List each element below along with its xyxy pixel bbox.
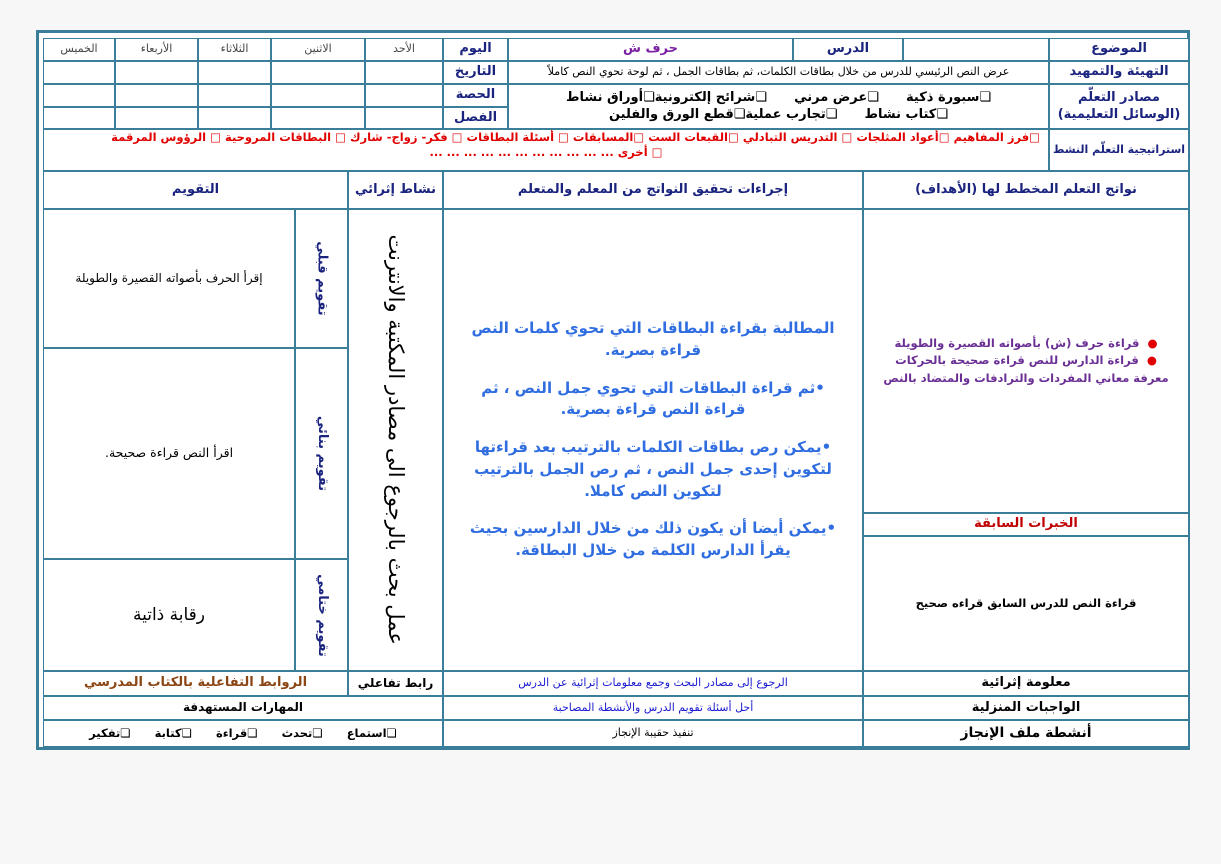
day-monday: الاثنين xyxy=(271,38,365,61)
eval-type-pre: تقويم قبلي xyxy=(295,209,348,348)
date-cell[interactable] xyxy=(271,61,365,84)
resources-options[interactable] xyxy=(508,84,1049,129)
interactive-link[interactable]: الروابط التفاعلية بالكتاب المدرسي xyxy=(43,671,348,696)
period-cell[interactable] xyxy=(365,84,443,107)
resources-line-2[interactable]: ❏كتاب نشاط ❏تجارب عملية❏قطع الورق والفلين xyxy=(608,106,949,122)
interactive-link-label: رابط تفاعلي xyxy=(348,671,443,696)
subject-value[interactable] xyxy=(903,38,1049,61)
procedure-step: المطالبة بقراءة البطاقات التي تحوي كلمات النص قراءة بصرية. xyxy=(471,319,835,359)
day-wednesday: الأربعاء xyxy=(115,38,198,61)
period-cell[interactable] xyxy=(198,84,271,107)
intro-label: التهيئة والتمهيد xyxy=(1049,61,1189,84)
eval-summative-text: رقابة ذاتية xyxy=(43,559,295,671)
enrichment-text: عمل بحث بالرجوع الى مصادر المكتبة والانترنت xyxy=(384,234,409,646)
class-cell[interactable] xyxy=(271,107,365,129)
outcome-item: ● قراءة الدارس للنص قراءة صحيحة بالحركات xyxy=(895,353,1157,368)
procedure-step: •يمكن رص بطاقات الكلمات بالترتيب بعد قراءتها لتكوين إحدى جمل النص ، ثم رص الجمل بالترتيب لتكوين النص كاملا. xyxy=(474,438,832,500)
date-cell[interactable] xyxy=(43,61,115,84)
prior-knowledge-label: الخبرات السابقة xyxy=(863,513,1189,536)
outcome-item: معرفة معاني المفردات والترادفات والمتضاد بالنص xyxy=(883,370,1169,385)
subject-label: الموضوع xyxy=(1049,38,1189,61)
date-label: التاريخ xyxy=(443,61,508,84)
period-cell[interactable] xyxy=(271,84,365,107)
strategy-line-2[interactable]: □ أخرى ... ... ... ... ... ... ... ... ... ... ... xyxy=(429,144,663,159)
resources-line-1[interactable]: ❏سبورة ذكية ❏عرض مرني ❏شرائح إلكترونية❏أوراق نشاط xyxy=(565,89,992,105)
skills-label: المهارات المستهدفة xyxy=(43,696,443,720)
class-cell[interactable] xyxy=(43,107,115,129)
period-cell[interactable] xyxy=(115,84,198,107)
portfolio-label: أنشطة ملف الإنجاز xyxy=(863,720,1189,747)
enrichment-info-label: معلومة إثرائية xyxy=(863,671,1189,696)
prior-knowledge-text: قراءة النص للدرس السابق قراءه صحيح xyxy=(863,536,1189,671)
day-tuesday: الثلاثاء xyxy=(198,38,271,61)
procedures-header: إجراءات تحقيق النواتج من المعلم والمتعلم xyxy=(443,171,863,209)
eval-type-summative: تقويم ختامي xyxy=(295,559,348,671)
day-sunday: الأحد xyxy=(365,38,443,61)
date-cell[interactable] xyxy=(198,61,271,84)
enrichment-header: نشاط إثرائي xyxy=(348,171,443,209)
period-cell[interactable] xyxy=(43,84,115,107)
class-cell[interactable] xyxy=(198,107,271,129)
homework-text: أحل أسئلة تقويم الدرس والأنشطة المصاحبة xyxy=(443,696,863,720)
class-label: الفصل xyxy=(443,107,508,129)
intro-text[interactable]: عرض النص الرئيسي للدرس من خلال بطاقات الكلمات، ثم بطاقات الجمل ، ثم لوحة تحوي النص كاملاً xyxy=(508,61,1049,84)
homework-label: الواجبات المنزلية xyxy=(863,696,1189,720)
day-thursday: الخميس xyxy=(43,38,115,61)
lesson-value[interactable]: حرف ش xyxy=(508,38,793,61)
date-cell[interactable] xyxy=(115,61,198,84)
period-label: الحصة xyxy=(443,84,508,107)
date-cell[interactable] xyxy=(365,61,443,84)
strategy-line-1[interactable]: □فرز المفاهيم □أعواد المثلجات □ التدريس التبادلي □القبعات الست □المسابقات □ أسئلة البطاقات □ فكر- زواج- شارك □ البطاقات المروحية □ الرؤوس المرقمة xyxy=(111,130,1040,144)
outcomes-list xyxy=(863,209,1189,513)
class-cell[interactable] xyxy=(365,107,443,129)
strategy-label: استراتيجية التعلّم النشط xyxy=(1049,129,1189,171)
enrichment-activity xyxy=(348,209,443,671)
day-label: اليوم xyxy=(443,38,508,61)
eval-type-formative: تقويم بنائي xyxy=(295,348,348,559)
resources-label: مصادر التعلّم (الوسائل التعليمية) xyxy=(1049,84,1189,129)
skills-options[interactable]: ❏استماع ❏تحدث ❏قراءة ❏كتابة ❏تفكير xyxy=(43,720,443,747)
enrichment-info-text: الرجوع إلى مصادر البحث وجمع معلومات إثرائية عن الدرس xyxy=(443,671,863,696)
lesson-plan-sheet xyxy=(36,30,1190,750)
lesson-label: الدرس xyxy=(793,38,903,61)
procedures-text xyxy=(443,209,863,671)
strategy-options[interactable] xyxy=(43,129,1049,171)
eval-pre-text: إقرأ الحرف بأصواته القصيرة والطويلة xyxy=(43,209,295,348)
class-cell[interactable] xyxy=(115,107,198,129)
portfolio-text: تنفيذ حقيبة الإنجاز xyxy=(443,720,863,747)
evaluation-header: التقويم xyxy=(43,171,348,209)
eval-formative-text: اقرأ النص قراءة صحيحة. xyxy=(43,348,295,559)
procedure-step: •ثم قراءة البطاقات التي تحوي جمل النص ، ثم قراءة النص قراءة بصرية. xyxy=(481,378,825,419)
outcome-item: ● قراءة حرف (ش) بأصواته القصيرة والطويلة xyxy=(894,336,1158,351)
outcomes-header: نواتج التعلم المخطط لها (الأهداف) xyxy=(863,171,1189,209)
procedure-step: •يمكن أيضا أن يكون ذلك من خلال الدارسين بحيث يقرأ الدارس الكلمة من خلال البطاقة. xyxy=(469,519,837,560)
